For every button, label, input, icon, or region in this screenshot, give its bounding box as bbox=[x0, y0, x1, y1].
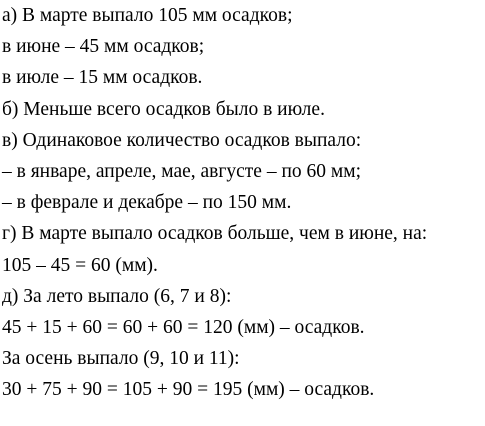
answer-e-autumn-heading-line: За осень выпало (9, 10 и 11): bbox=[2, 348, 240, 370]
answer-d-calculation-line: 105 – 45 = 60 (мм). bbox=[2, 254, 158, 276]
answer-e-summer-heading-line: д) За лето выпало (6, 7 и 8): bbox=[2, 285, 232, 307]
answer-a-march-line: а) В марте выпало 105 мм осадков; bbox=[2, 5, 293, 26]
answer-e-autumn-calculation-line: 30 + 75 + 90 = 105 + 90 = 195 (мм) – осадков. bbox=[2, 379, 375, 401]
answer-c-item-2-line: – в феврале и декабре – по 150 мм. bbox=[2, 192, 292, 214]
answer-a-july-line: в июле – 15 мм осадков. bbox=[2, 67, 203, 89]
answer-document bbox=[2, 0, 483, 405]
answer-d-question-line: г) В марте выпало осадков больше, чем в июне, на: bbox=[2, 223, 428, 245]
answer-a-june-line: в июне – 45 мм осадков; bbox=[2, 36, 205, 58]
answer-b-line: б) Меньше всего осадков было в июле. bbox=[2, 98, 325, 120]
answer-c-heading-line: в) Одинаковое количество осадков выпало: bbox=[2, 129, 362, 151]
answer-c-item-1-line: – в январе, апреле, мае, августе – по 60 мм; bbox=[2, 160, 361, 182]
answer-e-summer-calculation-line: 45 + 15 + 60 = 60 + 60 = 120 (мм) – осадков. bbox=[2, 316, 365, 338]
